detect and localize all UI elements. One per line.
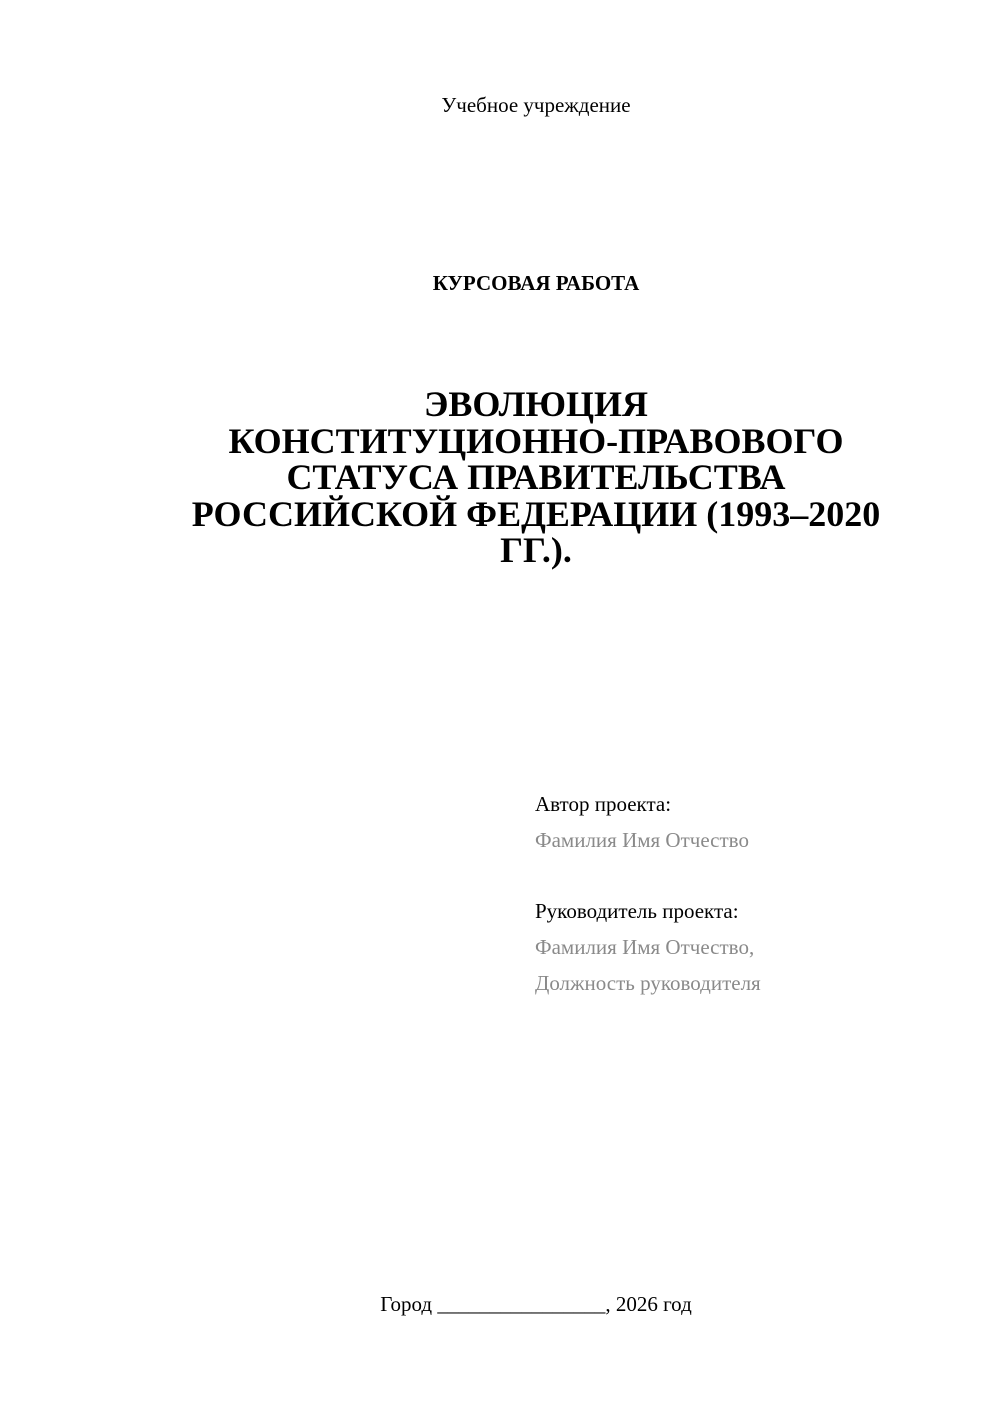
supervisor-block: [535, 893, 975, 1001]
document-type: КУРСОВАЯ РАБОТА: [432, 271, 640, 295]
title-line: ГГ.).: [500, 530, 572, 570]
title-line: ЭВОЛЮЦИЯ: [424, 384, 648, 424]
author-name-placeholder: Фамилия Имя Отчество: [535, 828, 749, 852]
supervisor-position-placeholder: Должность руководителя: [535, 971, 761, 995]
title-line: КОНСТИТУЦИОННО-ПРАВОВОГО: [228, 420, 844, 461]
title-line: РОССИЙСКОЙ ФЕДЕРАЦИИ (1993–2020: [191, 493, 881, 534]
document-title: [150, 386, 922, 569]
city-year-line: Город ________________, 2026 год: [380, 1292, 692, 1316]
title-line: СТАТУСА ПРАВИТЕЛЬСТВА: [286, 457, 786, 497]
author-label: Автор проекта:: [535, 792, 672, 816]
supervisor-label: Руководитель проекта:: [535, 899, 739, 923]
supervisor-name-placeholder: Фамилия Имя Отчество,: [535, 935, 755, 959]
author-block: [535, 786, 975, 858]
institution-name: Учебное учреждение: [441, 93, 631, 117]
